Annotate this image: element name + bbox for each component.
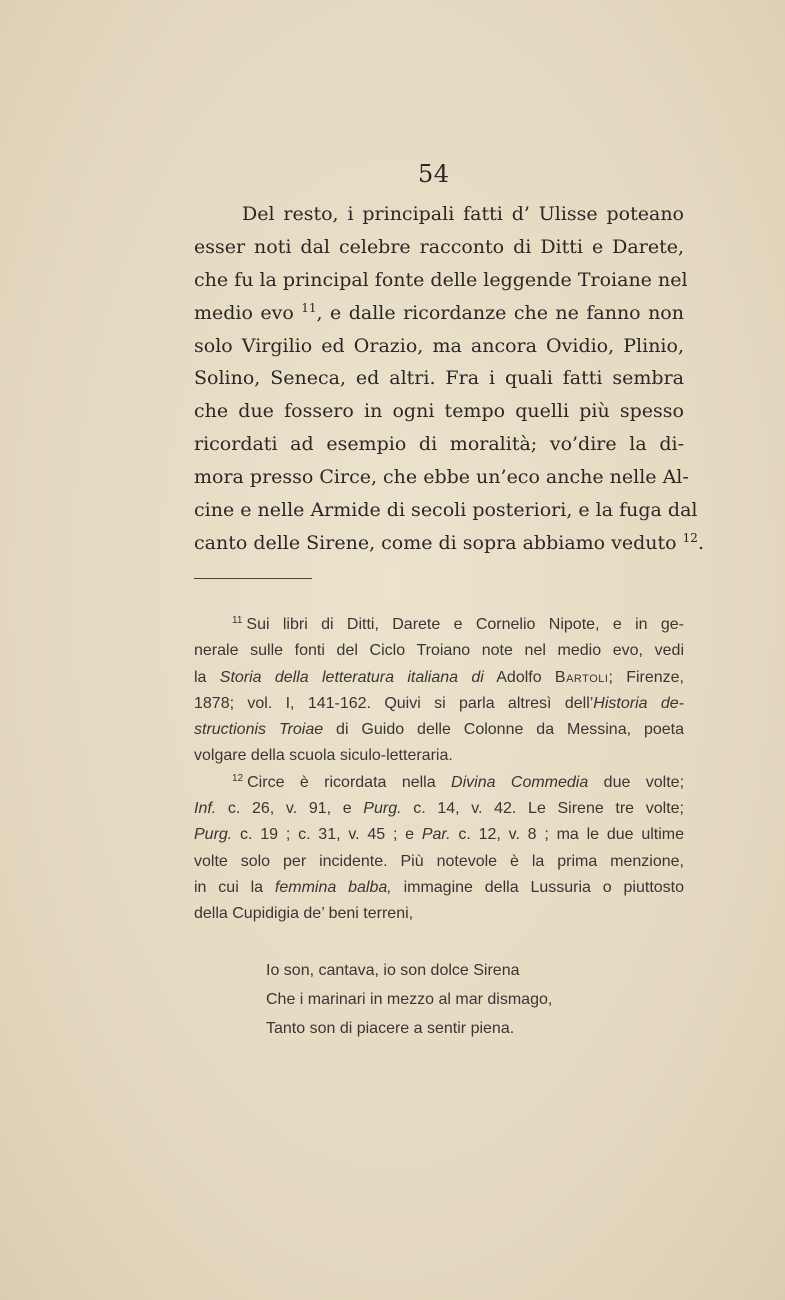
- footnote-12-line: volte solo per incidente. Più notevole è la prima menzione,: [194, 852, 684, 870]
- text-fragment: due volte;: [588, 773, 685, 791]
- italic-ref: Par.: [421, 826, 451, 844]
- footnote-11-line: nerale sulle fonti del Ciclo Troiano note nel medio evo, vedi: [194, 642, 684, 660]
- footnote-12-line: [194, 822, 684, 848]
- text-fragment: ; Firenze,: [608, 668, 684, 686]
- text-line: [194, 527, 704, 560]
- text-fragment: 1878; vol. I, 141-162. Quivi si parla altresì dell’: [194, 694, 594, 712]
- italic-title: Historia de-: [593, 694, 684, 712]
- text-line: Solino, Seneca, ed altri. Fra i quali fatti sembra: [194, 367, 684, 390]
- text-line: cine e nelle Armide di secoli posteriori, e la fuga dal: [194, 499, 698, 522]
- italic-title: Storia della letteratura italiana di: [219, 668, 484, 686]
- text-fragment: c. 19 ; c. 31, v. 45 ; e: [232, 826, 422, 844]
- text-fragment: c. 26, v. 91, e: [216, 800, 364, 818]
- italic-phrase: femmina balba,: [274, 878, 392, 896]
- italic-ref: Purg.: [363, 800, 402, 818]
- text-fragment: di Guido delle Colonne da Messina, poeta: [323, 721, 685, 739]
- text-line: mora presso Circe, che ebbe un’eco anche nelle Al-: [194, 466, 689, 489]
- text-fragment: Sui libri di Ditti, Darete e Cornelio Nipote, e in ge-: [246, 616, 684, 633]
- text-line: esser noti dal celebre racconto di Ditti e Darete,: [194, 235, 684, 258]
- text-fragment: Adolfo: [483, 668, 555, 686]
- italic-title: structionis Troiae: [194, 721, 324, 739]
- text-line: solo Virgilio ed Orazio, ma ancora Ovidio, Plinio,: [194, 334, 684, 357]
- main-paragraph: [194, 198, 704, 560]
- italic-ref: Purg.: [194, 826, 233, 844]
- footnotes: [194, 612, 684, 928]
- footnote-11-line: volgare della scuola siculo-letteraria.: [194, 747, 453, 765]
- text-fragment: immagine della Lussuria o piuttosto: [391, 878, 684, 896]
- text-fragment: c. 14, v. 42. Le Sirene tre volte;: [401, 800, 684, 818]
- italic-ref: Inf.: [194, 800, 217, 818]
- footnote-mark-12: 12: [232, 772, 244, 784]
- text-line: Del resto, i principali fatti d’ Ulisse poteano: [242, 203, 684, 225]
- footnote-12-line: [194, 796, 684, 822]
- text-fragment: in cui la: [194, 878, 275, 896]
- quoted-verse: [266, 956, 686, 1043]
- text-fragment: , e dalle ricordanze che ne fanno non: [316, 301, 684, 324]
- footnote-12-line: [194, 770, 684, 796]
- text-line: che fu la principal fonte delle leggende Troiane nel: [194, 268, 688, 291]
- text-fragment: canto delle Sirene, come di sopra abbiamo veduto: [194, 531, 677, 554]
- page-number: 54: [418, 160, 450, 188]
- footnote-ref-12: 12: [682, 530, 698, 545]
- text-fragment: c. 12, v. 8 ; ma le due ultime: [450, 826, 684, 844]
- text-line: ricordati ad esempio di moralità; vo’dire la di-: [194, 433, 684, 456]
- author-name: Bartoli: [554, 668, 609, 686]
- footnote-mark-11: 11: [232, 615, 243, 626]
- footnote-ref-11: 11: [301, 300, 317, 315]
- text-fragment: .: [697, 531, 704, 554]
- footnote-divider: [194, 578, 312, 579]
- verse-line: Che i marinari in mezzo al mar dismago,: [266, 991, 553, 1008]
- text-fragment: medio evo: [194, 301, 294, 324]
- text-line: [194, 297, 684, 330]
- footnote-11-line: [194, 691, 684, 717]
- footnote-11-line: [194, 612, 684, 638]
- text-fragment: Circe è ricordata nella: [247, 773, 452, 791]
- text-fragment: la: [194, 668, 220, 686]
- footnote-12-line: [194, 875, 684, 901]
- italic-title: Divina Commedia: [451, 773, 589, 791]
- footnote-11-line: [194, 665, 684, 691]
- footnote-12-line: della Cupidigia de’ beni terreni,: [194, 905, 414, 923]
- verse-line: Tanto son di piacere a sentir piena.: [266, 1020, 515, 1037]
- verse-line: Io son, cantava, io son dolce Sirena: [266, 962, 520, 979]
- text-line: che due fossero in ogni tempo quelli più spesso: [194, 400, 684, 423]
- footnote-11-line: [194, 717, 684, 743]
